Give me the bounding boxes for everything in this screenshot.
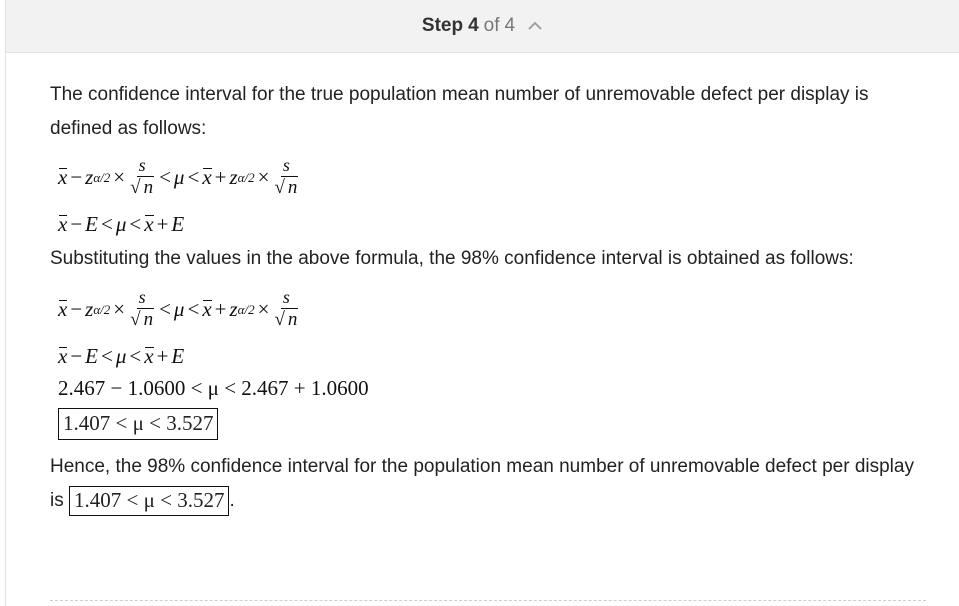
s-over-root-n: $\frac{s}{√ n}$ — [274, 286, 298, 330]
substituting-paragraph: Substituting the values in the above formula, the 98% confidence interval is obtained as follows: — [50, 248, 854, 269]
step-total-number: 4 — [504, 15, 516, 36]
section-divider — [50, 600, 926, 601]
ci-formula-line-2: x − E < μ < x + E — [58, 211, 185, 236]
conclusion-paragraph — [50, 450, 920, 518]
ci-formula-line-3: x − z α/2 × $\frac{s}{√ n}$ < μ < x + z α/2 × $\frac{s}{√ n}$ — [58, 286, 298, 330]
s-over-root-n: $\frac{s}{√ n}$ — [130, 154, 154, 198]
step-content — [50, 78, 920, 518]
conclusion-period: . — [229, 490, 235, 511]
intro-paragraph: The confidence interval for the true population mean number of unremovable defect per display is defined as follows: — [50, 84, 869, 139]
step-label: Step — [421, 15, 464, 36]
result-box: 1.407 < μ < 3.527 — [58, 408, 218, 440]
ci-formula-line-1: x − z α/2 × $\frac{s}{√ n}$ < μ < x + z α/2 × $\frac{s}{√ n}$ — [58, 154, 298, 198]
conclusion-text: Hence, the 98% confidence interval for the population mean number of unremovable defect per display is — [50, 456, 914, 511]
step-current-number: 4 — [468, 15, 479, 36]
s-over-root-n: $\frac{s}{√ n}$ — [274, 154, 298, 198]
ci-formula-line-4: x − E < μ < x + E — [58, 343, 185, 368]
x-bar-symbol: x — [58, 164, 68, 189]
step-of-label: of — [483, 15, 500, 36]
step-header[interactable] — [6, 0, 959, 53]
numeric-substitution-line: 2.467 − 1.0600 < μ < 2.467 + 1.0600 — [58, 375, 369, 400]
inline-result-box: 1.407 < μ < 3.527 — [69, 486, 229, 516]
result-line — [58, 404, 920, 444]
s-over-root-n: $\frac{s}{√ n}$ — [130, 286, 154, 330]
chevron-up-icon[interactable] — [527, 18, 543, 34]
